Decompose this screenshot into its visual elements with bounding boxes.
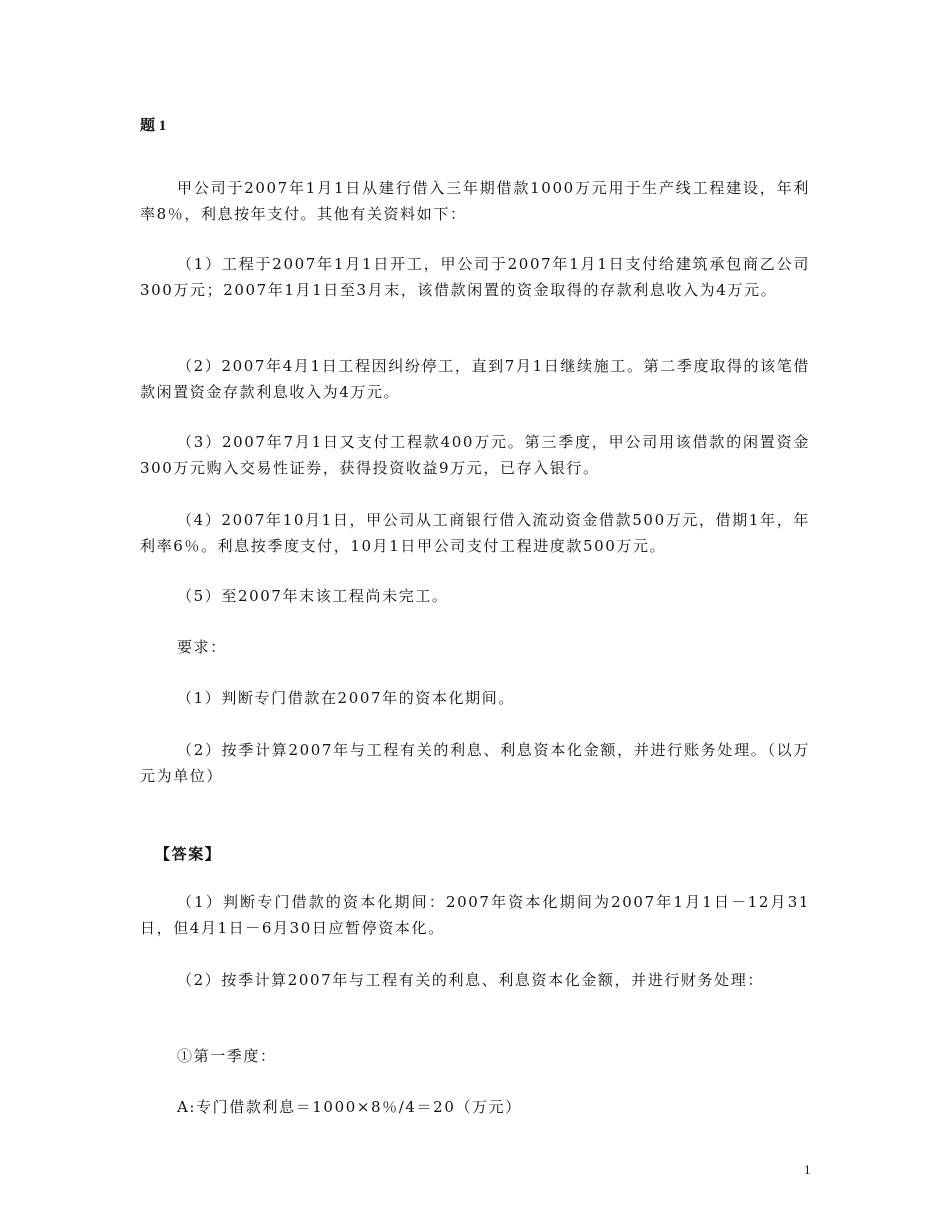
- question-item-3: （3）2007年7月1日又支付工程款400万元。第三季度，甲公司用该借款的闲置资金300万元购入交易性证券，获得投资收益9万元，已存入银行。: [140, 433, 810, 477]
- question-item-2: （2）2007年4月1日工程因纠纷停工，直到7月1日继续施工。第二季度取得的该笔借款闲置资金存款利息收入为4万元。: [140, 357, 810, 401]
- answer-q1-line: A:专门借款利息＝1000×8％/4＝20（万元）: [177, 1098, 522, 1116]
- answer-item-2: （2）按季计算2007年与工程有关的利息、利息资本化金额，并进行财务处理：: [177, 971, 764, 989]
- page-number: 1: [804, 1162, 811, 1177]
- requirement-2: （2）按季计算2007年与工程有关的利息、利息资本化金额，并进行账务处理。（以万元为单位）: [140, 741, 810, 785]
- answer-item-1: （1）判断专门借款的资本化期间：2007年资本化期间为2007年1月1日－12月31日，但4月1日－6月30日应暂停资本化。: [140, 893, 810, 937]
- problem-title: 题 1: [140, 118, 167, 134]
- requirement-label: 要求：: [177, 638, 227, 656]
- question-item-4: （4）2007年10月1日，甲公司从工商银行借入流动资金借款500万元，借期1年，年利率6％。利息按季度支付，10月1日甲公司支付工程进度款500万元。: [140, 511, 810, 555]
- answer-label: 【答案】: [155, 845, 222, 863]
- answer-q1-label: ①第一季度：: [177, 1047, 277, 1065]
- question-item-5: （5）至2007年末该工程尚未完工。: [177, 587, 449, 605]
- question-intro: 甲公司于2007年1月1日从建行借入三年期借款1000万元用于生产线工程建设，年利率8％，利息按年支付。其他有关资料如下：: [140, 179, 810, 223]
- requirement-1: （1）判断专门借款在2007年的资本化期间。: [177, 689, 515, 707]
- question-item-1: （1）工程于2007年1月1日开工，甲公司于2007年1月1日支付给建筑承包商乙公司300万元；2007年1月1日至3月末，该借款闲置的资金取得的存款利息收入为4万元。: [140, 255, 810, 299]
